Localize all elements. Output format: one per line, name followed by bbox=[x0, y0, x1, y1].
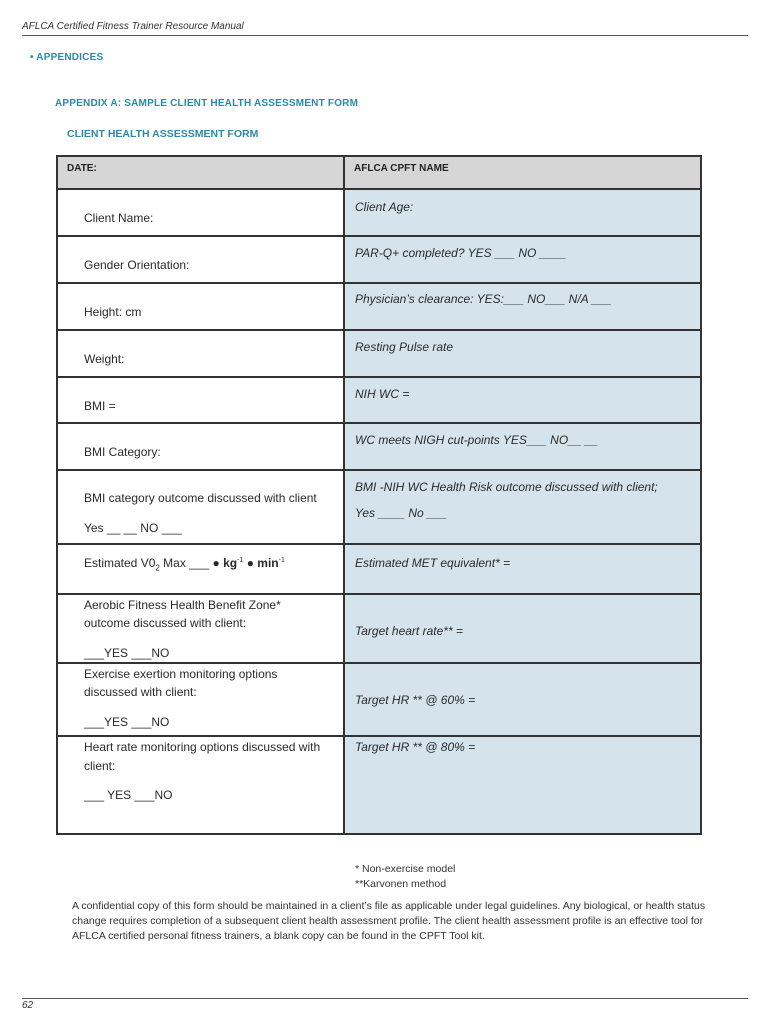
target-hr-80-cell bbox=[345, 737, 700, 833]
resting-pulse-cell bbox=[345, 331, 700, 376]
target-hr-60-label: Target HR ** @ 60% = bbox=[355, 693, 476, 707]
nih-wc-cell bbox=[345, 378, 700, 422]
running-header: AFLCA Certified Fitness Trainer Resource Manual bbox=[22, 21, 244, 32]
row-divider bbox=[56, 188, 702, 190]
appendix-title: APPENDIX A: SAMPLE CLIENT HEALTH ASSESSMENT FORM bbox=[55, 98, 359, 109]
height-label: Height: cm bbox=[84, 305, 142, 319]
vo2-max-label: Estimated $V0_2$ Max ___ ● $kg^{-1}$ ● $\min^{-1}$ bbox=[84, 556, 285, 573]
gender-cell bbox=[58, 237, 343, 282]
aerobic-zone-label-line1: Aerobic Fitness Health Benefit Zone* bbox=[84, 598, 281, 612]
met-equivalent-label: Estimated MET equivalent* = bbox=[355, 556, 511, 570]
bmi-outcome-yes-no: Yes __ __ NO ___ bbox=[84, 521, 182, 535]
row-divider bbox=[56, 543, 702, 545]
aerobic-zone-label-line2: outcome discussed with client: bbox=[84, 616, 247, 630]
page-number: 62 bbox=[22, 1000, 34, 1011]
nih-wc-label: NIH WC = bbox=[355, 387, 410, 401]
bmi-label: BMI = bbox=[84, 399, 116, 413]
hr-monitoring-label-line1: Heart rate monitoring options discussed with bbox=[84, 740, 321, 754]
met-equivalent-cell bbox=[345, 545, 700, 593]
row-divider bbox=[56, 469, 702, 471]
disclaimer-paragraph: A confidential copy of this form should be maintained in a client’s file as applicable under legal guidelines. Any biological, or health status change requires completion of a subsequent client health assessment profile. The client health assessment profile is an effective tool for AFLCA certified personal fitness trainers, a blank copy can be found in the CPFT Tool kit. bbox=[72, 900, 706, 942]
exertion-monitoring-cell bbox=[58, 664, 343, 735]
row-divider bbox=[56, 735, 702, 737]
weight-label: Weight: bbox=[84, 352, 125, 366]
exertion-monitoring-label-line1: Exercise exertion monitoring options bbox=[84, 667, 278, 681]
client-age-cell bbox=[345, 190, 700, 235]
bmi-category-label: BMI Category: bbox=[84, 445, 161, 459]
aerobic-zone-cell bbox=[58, 595, 343, 662]
resting-pulse-label: Resting Pulse rate bbox=[355, 340, 454, 354]
physician-clearance-label: Physician’s clearance: YES:___ NO___ N/A ___ bbox=[355, 292, 612, 306]
cpft-name-header-cell bbox=[345, 157, 700, 188]
exertion-monitoring-yes-no: ___YES ___NO bbox=[84, 715, 170, 729]
hr-monitoring-label-line2: client: bbox=[84, 759, 116, 773]
cpft-name-label: AFLCA CPFT NAME bbox=[354, 163, 449, 174]
section-title: • APPENDICES bbox=[30, 52, 104, 63]
hr-monitoring-yes-no: ___ YES ___NO bbox=[84, 788, 173, 802]
parq-label: PAR-Q+ completed? YES ___ NO ____ bbox=[355, 246, 567, 260]
wc-cutpoints-cell bbox=[345, 424, 700, 469]
footnote-non-exercise: * Non-exercise model bbox=[355, 863, 456, 875]
weight-cell bbox=[58, 331, 343, 376]
aerobic-zone-yes-no: ___YES ___NO bbox=[84, 646, 170, 660]
bmi-cell bbox=[58, 378, 343, 422]
footnote-karvonen: **Karvonen method bbox=[355, 878, 447, 890]
physician-clearance-cell bbox=[345, 284, 700, 329]
row-divider bbox=[56, 376, 702, 378]
header-rule bbox=[22, 35, 748, 36]
form-title: CLIENT HEALTH ASSESSMENT FORM bbox=[67, 128, 259, 140]
bmi-outcome-label: BMI category outcome discussed with client bbox=[84, 491, 317, 505]
row-divider bbox=[56, 422, 702, 424]
nih-risk-label: BMI -NIH WC Health Risk outcome discussed with client; bbox=[355, 480, 658, 494]
hr-monitoring-cell bbox=[58, 737, 343, 833]
footnotes bbox=[355, 862, 455, 892]
row-divider bbox=[56, 593, 702, 595]
target-heart-rate-cell bbox=[345, 595, 700, 662]
target-hr-80-label: Target HR ** @ 80% = bbox=[355, 740, 476, 754]
date-header-cell bbox=[58, 157, 343, 188]
vo2-max-cell bbox=[58, 545, 343, 593]
row-divider bbox=[56, 282, 702, 284]
date-label: DATE: bbox=[67, 163, 97, 174]
footer-rule bbox=[22, 998, 748, 999]
target-heart-rate-label: Target heart rate** = bbox=[355, 624, 463, 638]
height-cell bbox=[58, 284, 343, 329]
bmi-category-cell bbox=[58, 424, 343, 469]
nih-risk-cell bbox=[345, 471, 700, 543]
client-name-label: Client Name: bbox=[84, 211, 154, 225]
row-divider bbox=[56, 662, 702, 664]
column-divider bbox=[343, 155, 345, 835]
wc-cutpoints-label: WC meets NIGH cut-points YES___ NO__ __ bbox=[355, 433, 599, 447]
target-hr-60-cell bbox=[345, 664, 700, 735]
client-age-label: Client Age: bbox=[355, 200, 414, 214]
row-divider bbox=[56, 235, 702, 237]
row-divider bbox=[56, 329, 702, 331]
bmi-outcome-cell bbox=[58, 471, 343, 543]
nih-risk-yes-no: Yes ____ No ___ bbox=[355, 506, 448, 520]
parq-cell bbox=[345, 237, 700, 282]
exertion-monitoring-label-line2: discussed with client: bbox=[84, 685, 197, 699]
client-name-cell bbox=[58, 190, 343, 235]
gender-label: Gender Orientation: bbox=[84, 258, 190, 272]
